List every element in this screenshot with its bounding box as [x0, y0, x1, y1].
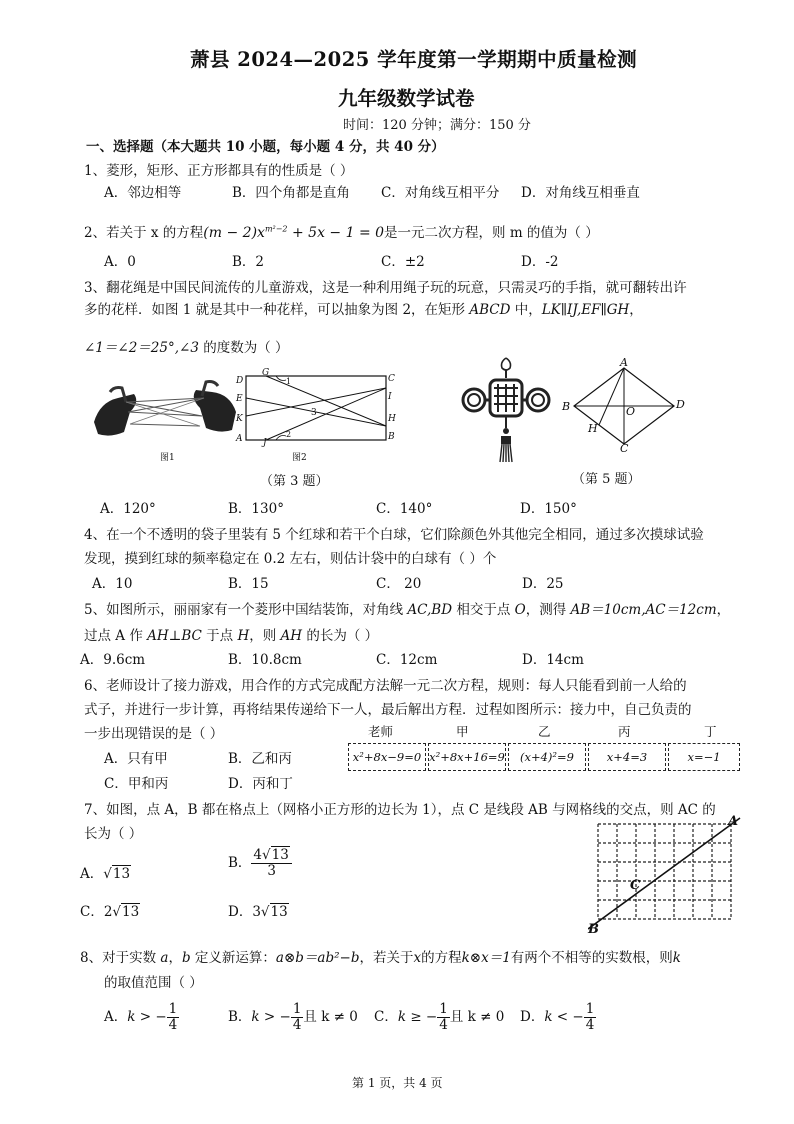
q8-a-num: 1 [168, 1001, 178, 1017]
q5-line2c: 于点 [201, 628, 238, 644]
q3-line1: 3、翻花绳是中国民间流传的儿童游戏，这是一种利用绳子玩的玩意，只需灵巧的手指，就可翻转出许 [84, 280, 687, 296]
q5-line1e: ，测得 [525, 602, 571, 618]
relay-head-yi: 乙 [538, 724, 551, 739]
q3-group-caption: （第 3 题） [260, 474, 329, 489]
q2-stem [84, 221, 599, 241]
q8-operation: a⊗b＝ab²−b [275, 950, 360, 966]
q4-line2: 发现，摸到红球的频率稳定在 0.2 左右，则估计袋中的白球有（ ）个 [84, 551, 497, 567]
q7-b-radicand: 13 [271, 847, 289, 863]
q5-line1g: ， [716, 602, 731, 618]
q8-c-frac [437, 1002, 450, 1033]
q8-d-num: 1 [585, 1001, 595, 1017]
q8-d-prefix: D． [520, 1008, 545, 1025]
q5-label-o: O [626, 405, 636, 418]
q3-label-g: G [262, 368, 270, 378]
q4-option-c: C． 20 [376, 576, 422, 592]
q5-point-o: O [514, 602, 526, 618]
q3-option-d: D．150° [520, 501, 577, 517]
q3-label-b: B [388, 432, 395, 442]
q8-a-frac [167, 1002, 180, 1033]
q5-line2a: 过点 A 作 [84, 628, 148, 644]
q7-label-a: A [728, 814, 739, 829]
q7-b-prefix: B． [228, 854, 252, 871]
q3-parallel-cond: LK∥IJ,EF∥GH [541, 302, 630, 318]
q5-line1c: 相交于点 [452, 602, 515, 618]
q7-line2: 长为（ ） [84, 826, 143, 842]
q8-d-frac [584, 1002, 597, 1033]
q5-label-c: C [620, 442, 629, 455]
q6-option-d: D．丙和丁 [228, 776, 293, 792]
q5-label-b: B [562, 400, 571, 413]
q8-line1i: 的方程 [421, 950, 462, 966]
q7-grid-figure [588, 816, 748, 936]
q6-line2: 式子，并进行一步计算，再将结果传递给下一人，最后解出方程．过程如图所示：接力中，自己负责的 [84, 702, 692, 718]
q5-ah: AH [280, 628, 303, 644]
q3-rect-name: ABCD [469, 302, 511, 318]
q7-d-radicand: 13 [270, 904, 288, 920]
q3-label-h: H [388, 414, 396, 424]
q5-label-d: D [676, 398, 685, 411]
q7-d-prefix: D．3 [228, 904, 261, 920]
q3-line3b: 的度数为（ ） [198, 340, 289, 356]
q7-b-coef: 4 [253, 847, 263, 863]
q3-line3 [84, 336, 289, 356]
q8-c-den: 4 [439, 1016, 448, 1033]
q3-label-i: I [388, 392, 392, 402]
page-subtitle: 九年级数学试卷 [338, 87, 475, 110]
q3-label-2: 2 [286, 430, 292, 439]
page-footer: 第 1 页，共 4 页 [352, 1076, 443, 1090]
q2-option-b: B．2 [232, 254, 265, 270]
q4-option-a: A．10 [92, 576, 133, 592]
q8-line1 [80, 946, 681, 966]
q2-eq-a: (m − 2)x [203, 225, 265, 241]
q3-angle-cond: ∠1＝∠2＝25°,∠3 [84, 340, 199, 356]
q6-option-c: C．甲和丙 [104, 776, 169, 792]
q4-line1: 4、在一个不透明的袋子里装有 5 个红球和若干个白球，它们除颜色外其他完全相同，通过多次摸球试验 [84, 527, 704, 543]
q2-eq-sup: m²−2 [264, 224, 288, 234]
q3-label-d: D [236, 376, 244, 386]
q2-stem-a: 2、若关于 x 的方程 [84, 225, 204, 241]
q2-equation [203, 225, 384, 241]
q7-a-prefix: A． [80, 866, 104, 882]
q1-option-a: A．邻边相等 [104, 185, 182, 201]
q3-line2e: ， [629, 302, 643, 318]
section-heading: 一、选择题（本大题共 10 小题，每小题 4 分，共 40 分） [86, 139, 445, 155]
q5-perp: AH⊥BC [147, 628, 202, 644]
relay-head-teacher: 老师 [368, 724, 394, 739]
q5-diagonals: AC,BD [407, 602, 453, 618]
q8-c-tail: 且 k ≠ 0 [449, 1008, 505, 1025]
relay-box-jia: x²+8x+16=9 [428, 743, 506, 771]
q8-c-prefix: C． [374, 1008, 398, 1025]
q7-option-a: A．√13 [80, 866, 131, 882]
q3-label-1: 1 [286, 377, 292, 386]
q8-c-ineq: k ≥ − [397, 1008, 438, 1025]
q8-line1a: 8、对于实数 [80, 950, 161, 966]
segment-ab [588, 818, 740, 929]
q8-option-d [520, 1002, 596, 1033]
q8-a-ineq: k > − [127, 1008, 167, 1025]
q8-b-ineq: k > − [251, 1008, 291, 1025]
q8-a-den: 4 [168, 1016, 178, 1033]
q3-line2c: 中， [510, 302, 542, 318]
q5-rhombus-figure [562, 356, 692, 455]
q5-line2e: ，则 [249, 628, 281, 644]
q3-figure1 [90, 372, 240, 463]
q5-figure-caption: （第 5 题） [572, 472, 641, 487]
q1-stem: 1、菱形，矩形、正方形都具有的性质是（ ） [84, 163, 354, 179]
q7-label-b: B [588, 922, 599, 937]
q2-eq-b: + 5x − 1 = 0 [287, 225, 385, 241]
q3-label-j: J [263, 438, 267, 448]
relay-head-ding: 丁 [704, 724, 717, 739]
q3-fig2-caption: 图2 [292, 453, 307, 463]
q8-d-den: 4 [585, 1016, 595, 1033]
q7-b-fraction: $\frac{4√13}{3}$ [251, 848, 291, 879]
page-title: 萧县 2024—2025 学年度第一学期期中质量检测 [190, 48, 638, 71]
q5-line1a: 5、如图所示，丽丽家有一个菱形中国结装饰，对角线 [84, 602, 408, 618]
q8-b-prefix: B． [228, 1008, 252, 1025]
q2-option-a: A．0 [104, 254, 136, 270]
q8-line1g: ，若关于 [359, 950, 414, 966]
q7-c-radicand: 13 [122, 904, 140, 920]
q5-line2g: 的长为（ ） [302, 628, 379, 644]
q7-b-denominator: 3 [267, 862, 276, 879]
q3-fig1-caption: 图1 [160, 453, 175, 463]
q8-a-prefix: A． [104, 1008, 128, 1025]
q8-b: b [181, 950, 191, 966]
q8-line1k: 有两个不相等的实数根，则 [510, 950, 673, 966]
q7-option-d: D．3√13 [228, 904, 288, 920]
q7-option-b [228, 848, 292, 879]
relay-box-bing: x+4=3 [588, 743, 666, 771]
q5-option-c: C．12cm [376, 652, 438, 668]
q8-option-c [374, 1002, 504, 1033]
q3-label-k: K [236, 414, 243, 424]
q3-line2a: 多的花样．如图 1 就是其中一种花样，可以抽象为图 2，在矩形 [84, 302, 470, 318]
q2-option-c: C．±2 [381, 254, 425, 270]
q7-label-c: C [630, 878, 641, 893]
q1-option-d: D．对角线互相垂直 [521, 185, 640, 201]
relay-head-bing: 丙 [618, 724, 631, 739]
q3-option-c: C．140° [376, 501, 433, 517]
q7-a-radicand: 13 [112, 866, 131, 882]
q6-option-b: B．乙和丙 [228, 751, 292, 767]
q3-figure2 [236, 368, 396, 463]
q3-line2 [84, 298, 643, 318]
q1-option-c: C．对角线互相平分 [381, 185, 500, 201]
q5-line2 [84, 624, 378, 644]
q7-c-prefix: C．2 [80, 904, 113, 920]
q6-option-a: A．只有甲 [104, 751, 168, 767]
chinese-knot-image [460, 356, 552, 466]
q8-option-b [228, 1002, 358, 1033]
q3-option-b: B．130° [228, 501, 284, 517]
q5-measurements: AB＝10cm,AC＝12cm [570, 602, 717, 618]
q8-b-tail: 且 k ≠ 0 [303, 1008, 358, 1025]
q5-label-h: H [588, 422, 598, 435]
q5-point-h: H [237, 628, 250, 644]
q4-option-b: B．15 [228, 576, 269, 592]
q2-option-d: D．-2 [521, 254, 559, 270]
q7-line1: 7、如图，点 A，B 都在格点上（网格小正方形的边长为 1），点 C 是线段 AB 与网格线的交点，则 AC 的 [84, 802, 716, 818]
q8-equation: k⊗x＝1 [461, 950, 511, 966]
q8-line1c: ， [168, 950, 182, 966]
q8-b-num: 1 [292, 1001, 302, 1017]
q8-a: a [160, 950, 169, 966]
q5-line1 [84, 598, 730, 618]
q7-option-c: C．2√13 [80, 904, 140, 920]
q6-line3: 一步出现错误的是（ ） [84, 726, 224, 742]
q5-option-a: A．9.6cm [80, 652, 146, 668]
q3-label-3: 3 [311, 408, 317, 418]
q8-option-a [104, 1002, 179, 1033]
q8-c-num: 1 [439, 1001, 448, 1017]
q2-stem-b: 是一元二次方程，则 m 的值为（ ） [384, 225, 599, 241]
q8-line1e: 定义新运算： [190, 950, 276, 966]
relay-box-ding: x=−1 [668, 743, 740, 771]
relay-head-jia: 甲 [456, 724, 469, 739]
q1-option-b: B．四个角都是直角 [232, 185, 350, 201]
q5-label-a: A [620, 356, 628, 369]
relay-box-teacher: x²+8x−9=0 [348, 743, 426, 771]
q8-x: x [413, 950, 422, 966]
q5-option-d: D．14cm [522, 652, 584, 668]
q8-d-ineq: k < − [544, 1008, 584, 1025]
time-info: 时间：120 分钟；满分：150 分 [343, 118, 531, 133]
q8-k: k [672, 950, 681, 966]
q3-label-a: A [236, 434, 243, 444]
q5-option-b: B．10.8cm [228, 652, 302, 668]
q3-option-a: A．120° [100, 501, 156, 517]
q8-b-den: 4 [292, 1016, 302, 1033]
q3-label-c: C [388, 374, 395, 384]
q6-line1: 6、老师设计了接力游戏，用合作的方式完成配方法解一元二次方程，规则：每人只能看到前一人给的 [84, 678, 687, 694]
relay-box-yi: (x+4)²=9 [508, 743, 586, 771]
q4-option-d: D．25 [522, 576, 564, 592]
q8-line2: 的取值范围（ ） [104, 975, 203, 991]
q8-b-frac [291, 1002, 304, 1033]
q3-label-e: E [236, 394, 243, 404]
